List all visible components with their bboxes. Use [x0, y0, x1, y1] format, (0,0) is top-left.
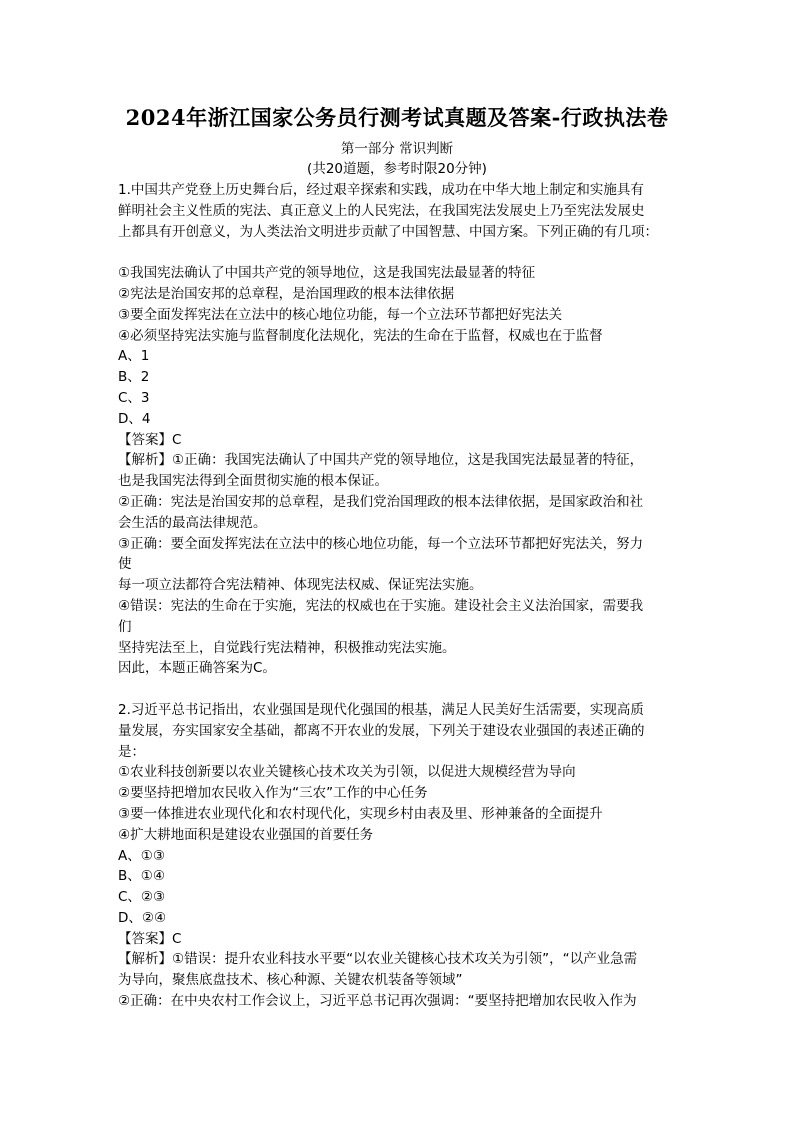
analysis-line: 因此，本题正确答案为C。 [118, 660, 276, 677]
answer: 【答案】C [118, 431, 182, 448]
analysis-line: ②正确：在中央农村工作会议上，习近平总书记再次强调：“要坚持把增加农民收入作为 [118, 993, 637, 1010]
option-b: B、①④ [118, 868, 165, 885]
option-b: B、2 [118, 369, 150, 386]
statement: ②宪法是治国安邦的总章程，是治国理政的根本法律依据 [118, 285, 455, 302]
option-d: D、②④ [118, 909, 167, 926]
analysis-line: ④错误：宪法的生命在于实施，宪法的权威也在于实施。建设社会主义法治国家，需要我 [118, 597, 644, 614]
analysis-line: ②正确：宪法是治国安邦的总章程，是我们党治国理政的根本法律依据，是国家政治和社 [118, 493, 644, 510]
analysis-line: 使 [118, 556, 132, 573]
analysis-line: 【解析】①错误：提升农业科技水平要“以农业关键核心技术攻关为引领”，“以产业急需 [118, 951, 638, 968]
option-a: A、1 [118, 348, 150, 365]
analysis-line: 为导向，聚焦底盘技术、核心种源、关键农机装备等领域” [118, 972, 463, 989]
question-1 [118, 180, 688, 679]
analysis-line: ③正确：要全面发挥宪法在立法中的核心地位功能，每一个立法环节都把好宪法关，努力 [118, 535, 644, 552]
analysis-line: 也是我国宪法得到全面贯彻实施的根本保证。 [118, 473, 388, 490]
option-c: C、②③ [118, 889, 166, 906]
question-stem-line: 是： [118, 743, 145, 760]
blank-line [118, 242, 688, 263]
statement: ①农业科技创新要以农业关键核心技术攻关为引领，以促进大规模经营为导向 [118, 764, 576, 781]
statement: ③要全面发挥宪法在立法中的核心地位功能，每一个立法环节都把好宪法关 [118, 306, 563, 323]
statement: ③要一体推进农业现代化和农村现代化，实现乡村由表及里、形神兼备的全面提升 [118, 805, 603, 822]
question-stem-line: 上都具有开创意义，为人类法治文明进步贡献了中国智慧、中国方案。下列正确的有几项： [118, 223, 658, 240]
analysis-line: 会生活的最高法律规范。 [118, 514, 267, 531]
option-d: D、4 [118, 410, 151, 427]
section-note: (共20道题，参考时限20分钟) [307, 161, 487, 177]
analysis-line: 们 [118, 618, 132, 635]
answer: 【答案】C [118, 930, 182, 947]
option-a: A、①③ [118, 847, 165, 864]
option-c: C、3 [118, 389, 150, 406]
analysis-line: 【解析】①正确：我国宪法确认了中国共产党的领导地位，这是我国宪法最显著的特征， [118, 452, 644, 469]
question-stem-line: 1.中国共产党登上历史舞台后，经过艰辛探索和实践，成功在中华大地上制定和实施具有 [118, 182, 644, 198]
question-2 [118, 700, 688, 1012]
question-stem-line: 量发展，夯实国家安全基础，都离不开农业的发展，下列关于建设农业强国的表述正确的 [118, 722, 645, 739]
question-stem-line: 2.习近平总书记指出，农业强国是现代化强国的根基，满足人民美好生活需要，实现高质 [118, 701, 644, 718]
statement: ④扩大耕地面积是建设农业强国的首要任务 [118, 826, 374, 843]
blank-line [118, 679, 688, 700]
statement: ②要坚持把增加农民收入作为“三农”工作的中心任务 [118, 785, 428, 802]
analysis-line: 每一项立法都符合宪法精神、体现宪法权威、保证宪法实施。 [118, 577, 483, 594]
document-body [118, 180, 688, 1012]
statement: ④必须坚持宪法实施与监督制度化法规化，宪法的生命在于监督，权威也在于监督 [118, 327, 603, 344]
document-title: 2024年浙江国家公务员行测考试真题及答案-行政执法卷 [125, 105, 669, 130]
section-heading: 第一部分 常识判断 [340, 141, 454, 157]
question-stem-line: 鲜明社会主义性质的宪法、真正意义上的人民宪法，在我国宪法发展史上乃至宪法发展史 [118, 202, 645, 219]
analysis-line: 坚持宪法至上，自觉践行宪法精神，积极推动宪法实施。 [118, 639, 456, 656]
statement: ①我国宪法确认了中国共产党的领导地位，这是我国宪法最显著的特征 [118, 265, 536, 282]
